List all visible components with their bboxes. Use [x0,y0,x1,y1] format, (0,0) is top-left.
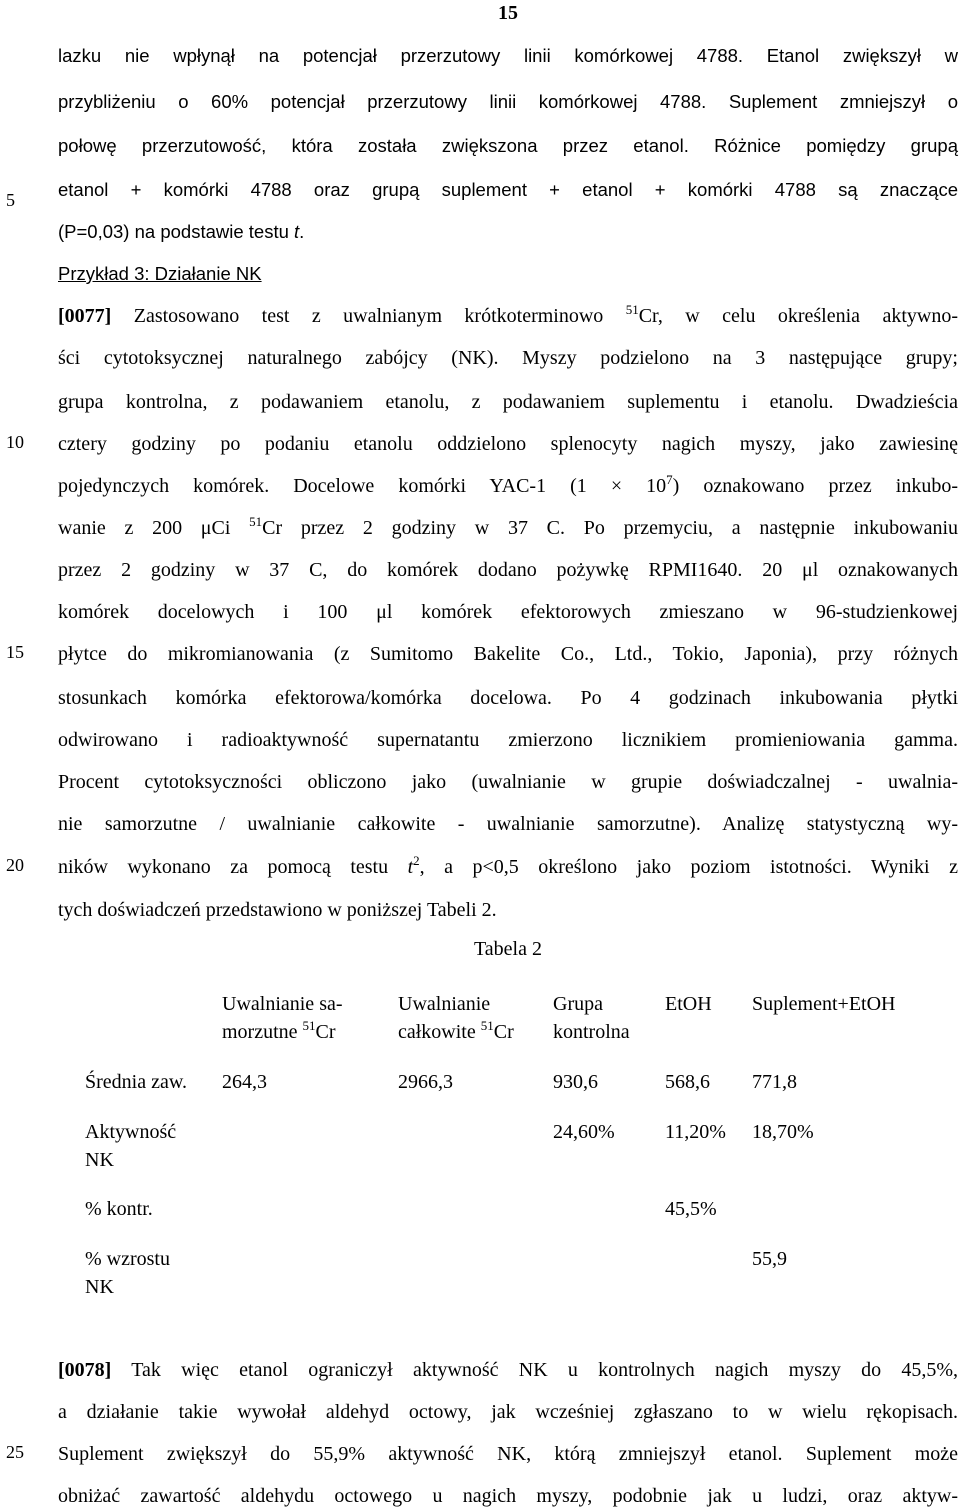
table-row-label: % wzrostu NK [85,1248,170,1298]
table-header-control-group: Grupa kontrolna [553,993,630,1043]
text-line: a działanie takie wywołał aldehyd octowy, jak wcześniej zgłaszano to w wielu rękopisach. [58,1401,958,1423]
table-header-supplement-etoh: Suplement+EtOH [752,993,896,1015]
text-line: nie samorzutne / uwalnianie całkowite - uwalnianie samorzutne). Analizę statystyczną wy- [58,813,958,835]
text-line: przybliżeniu o 60% potencjał przerzutowy linii komórkowej 4788. Suplement zmniejszył o [58,91,958,112]
text-line: stosunkach komórka efektorowa/komórka docelowa. Po 4 godzinach inkubowania płytki [58,687,958,709]
example-heading: Przykład 3: Działanie NK [58,263,262,284]
table-row-label: Średnia zaw. [85,1071,187,1093]
table-row-label: % kontr. [85,1198,153,1220]
text-line: pojedynczych komórek. Docelowe komórki YAC-1 $(1 \times 10^7)$ oznakowano przez inkubo- [58,472,959,497]
text-line: (P=0,03) na podstawie testu t. [58,221,305,242]
text-line: grupa kontrolna, z podawaniem etanolu, z podawaniem suplementu i etanolu. Dwadzieścia [58,391,958,413]
text-line: lazku nie wpłynął na potencjał przerzutowy linii komórkowej 4788. Etanol zwiększył w [58,45,958,66]
line-number-5: 5 [6,190,15,210]
table-header-etoh: EtOH [665,993,712,1015]
table-cell: 2966,3 [398,1071,453,1093]
table-cell: 24,60% [553,1121,615,1143]
text-line: obniżać zawartość aldehydu octowego u nagich myszy, podobnie jak u ludzi, oraz aktyw- [58,1485,958,1507]
table-title: Tabela 2 [473,938,542,960]
text-line: etanol + komórki 4788 oraz grupą suplement + etanol + komórki 4788 są znaczące [58,179,958,200]
text-line: cztery godziny po podaniu etanolu oddzielono splenocyty nagich myszy, jako zawiesinę [58,433,958,455]
text-line: tych doświadczeń przedstawiono w poniższej Tabeli 2. [58,899,497,921]
line-number-10: 10 [6,432,24,452]
text-line: [0077] Zastosowano test z uwalnianym krótkoterminowo $^{51}$Cr, w celu określenia aktywno- [58,302,958,327]
line-number-25: 25 [6,1442,24,1462]
text-line: [0078] Tak więc etanol ograniczył aktywność NK u kontrolnych nagich myszy do 45,5%, [58,1359,958,1381]
table-header-spontaneous-release: Uwalnianie sa- morzutne $^{51}$Cr [222,993,343,1043]
text-line: ników wykonano za pomocą testu $t^2$, a p<0,5 określono jako poziom istotności. Wyniki z [58,853,958,878]
line-number-15: 15 [6,642,24,662]
text-line: ści cytotoksycznej naturalnego zabójcy (NK). Myszy podzielono na 3 następujące grupy; [58,347,958,369]
text-line: odwirowano i radioaktywność supernatantu zmierzono licznikiem promieniowania gamma. [58,729,958,751]
table-cell: 18,70% [752,1121,814,1143]
text-line: połowę przerzutowość, która została zwiększona przez etanol. Różnice pomiędzy grupą [58,135,958,156]
text-line: wanie z 200 μCi $^{51}$Cr przez 2 godziny w 37 C. Po przemyciu, a następnie inkubowaniu [58,514,959,539]
line-number-20: 20 [6,855,24,875]
table-row-label: Aktywność NK [85,1121,177,1171]
text-line: płytce do mikromianowania (z Sumitomo Bakelite Co., Ltd., Tokio, Japonia), przy różnych [58,643,958,665]
table-cell: 771,8 [752,1071,797,1093]
text-line: Suplement zwiększył do 55,9% aktywność NK, którą zmniejszył etanol. Suplement może [58,1443,958,1465]
table-cell: 568,6 [665,1071,710,1093]
table-cell: 930,6 [553,1071,598,1093]
text-line: Procent cytotoksyczności obliczono jako (uwalnianie w grupie doświadczalnej - uwalnia- [58,771,958,793]
table-cell: 45,5% [665,1198,717,1220]
text-line: przez 2 godziny w 37 C, do komórek dodano pożywkę RPMI1640. 20 μl oznakowanych [58,559,958,581]
table-header-total-release: Uwalnianie całkowite $^{51}$Cr [398,993,514,1043]
table-cell: 11,20% [665,1121,726,1143]
text-line: komórek docelowych i 100 μl komórek efektorowych zmieszano w 96-studzienkowej [58,601,958,623]
table-cell: 55,9 [752,1248,787,1270]
table-cell: 264,3 [222,1071,267,1093]
page-number: 15 [498,2,518,24]
